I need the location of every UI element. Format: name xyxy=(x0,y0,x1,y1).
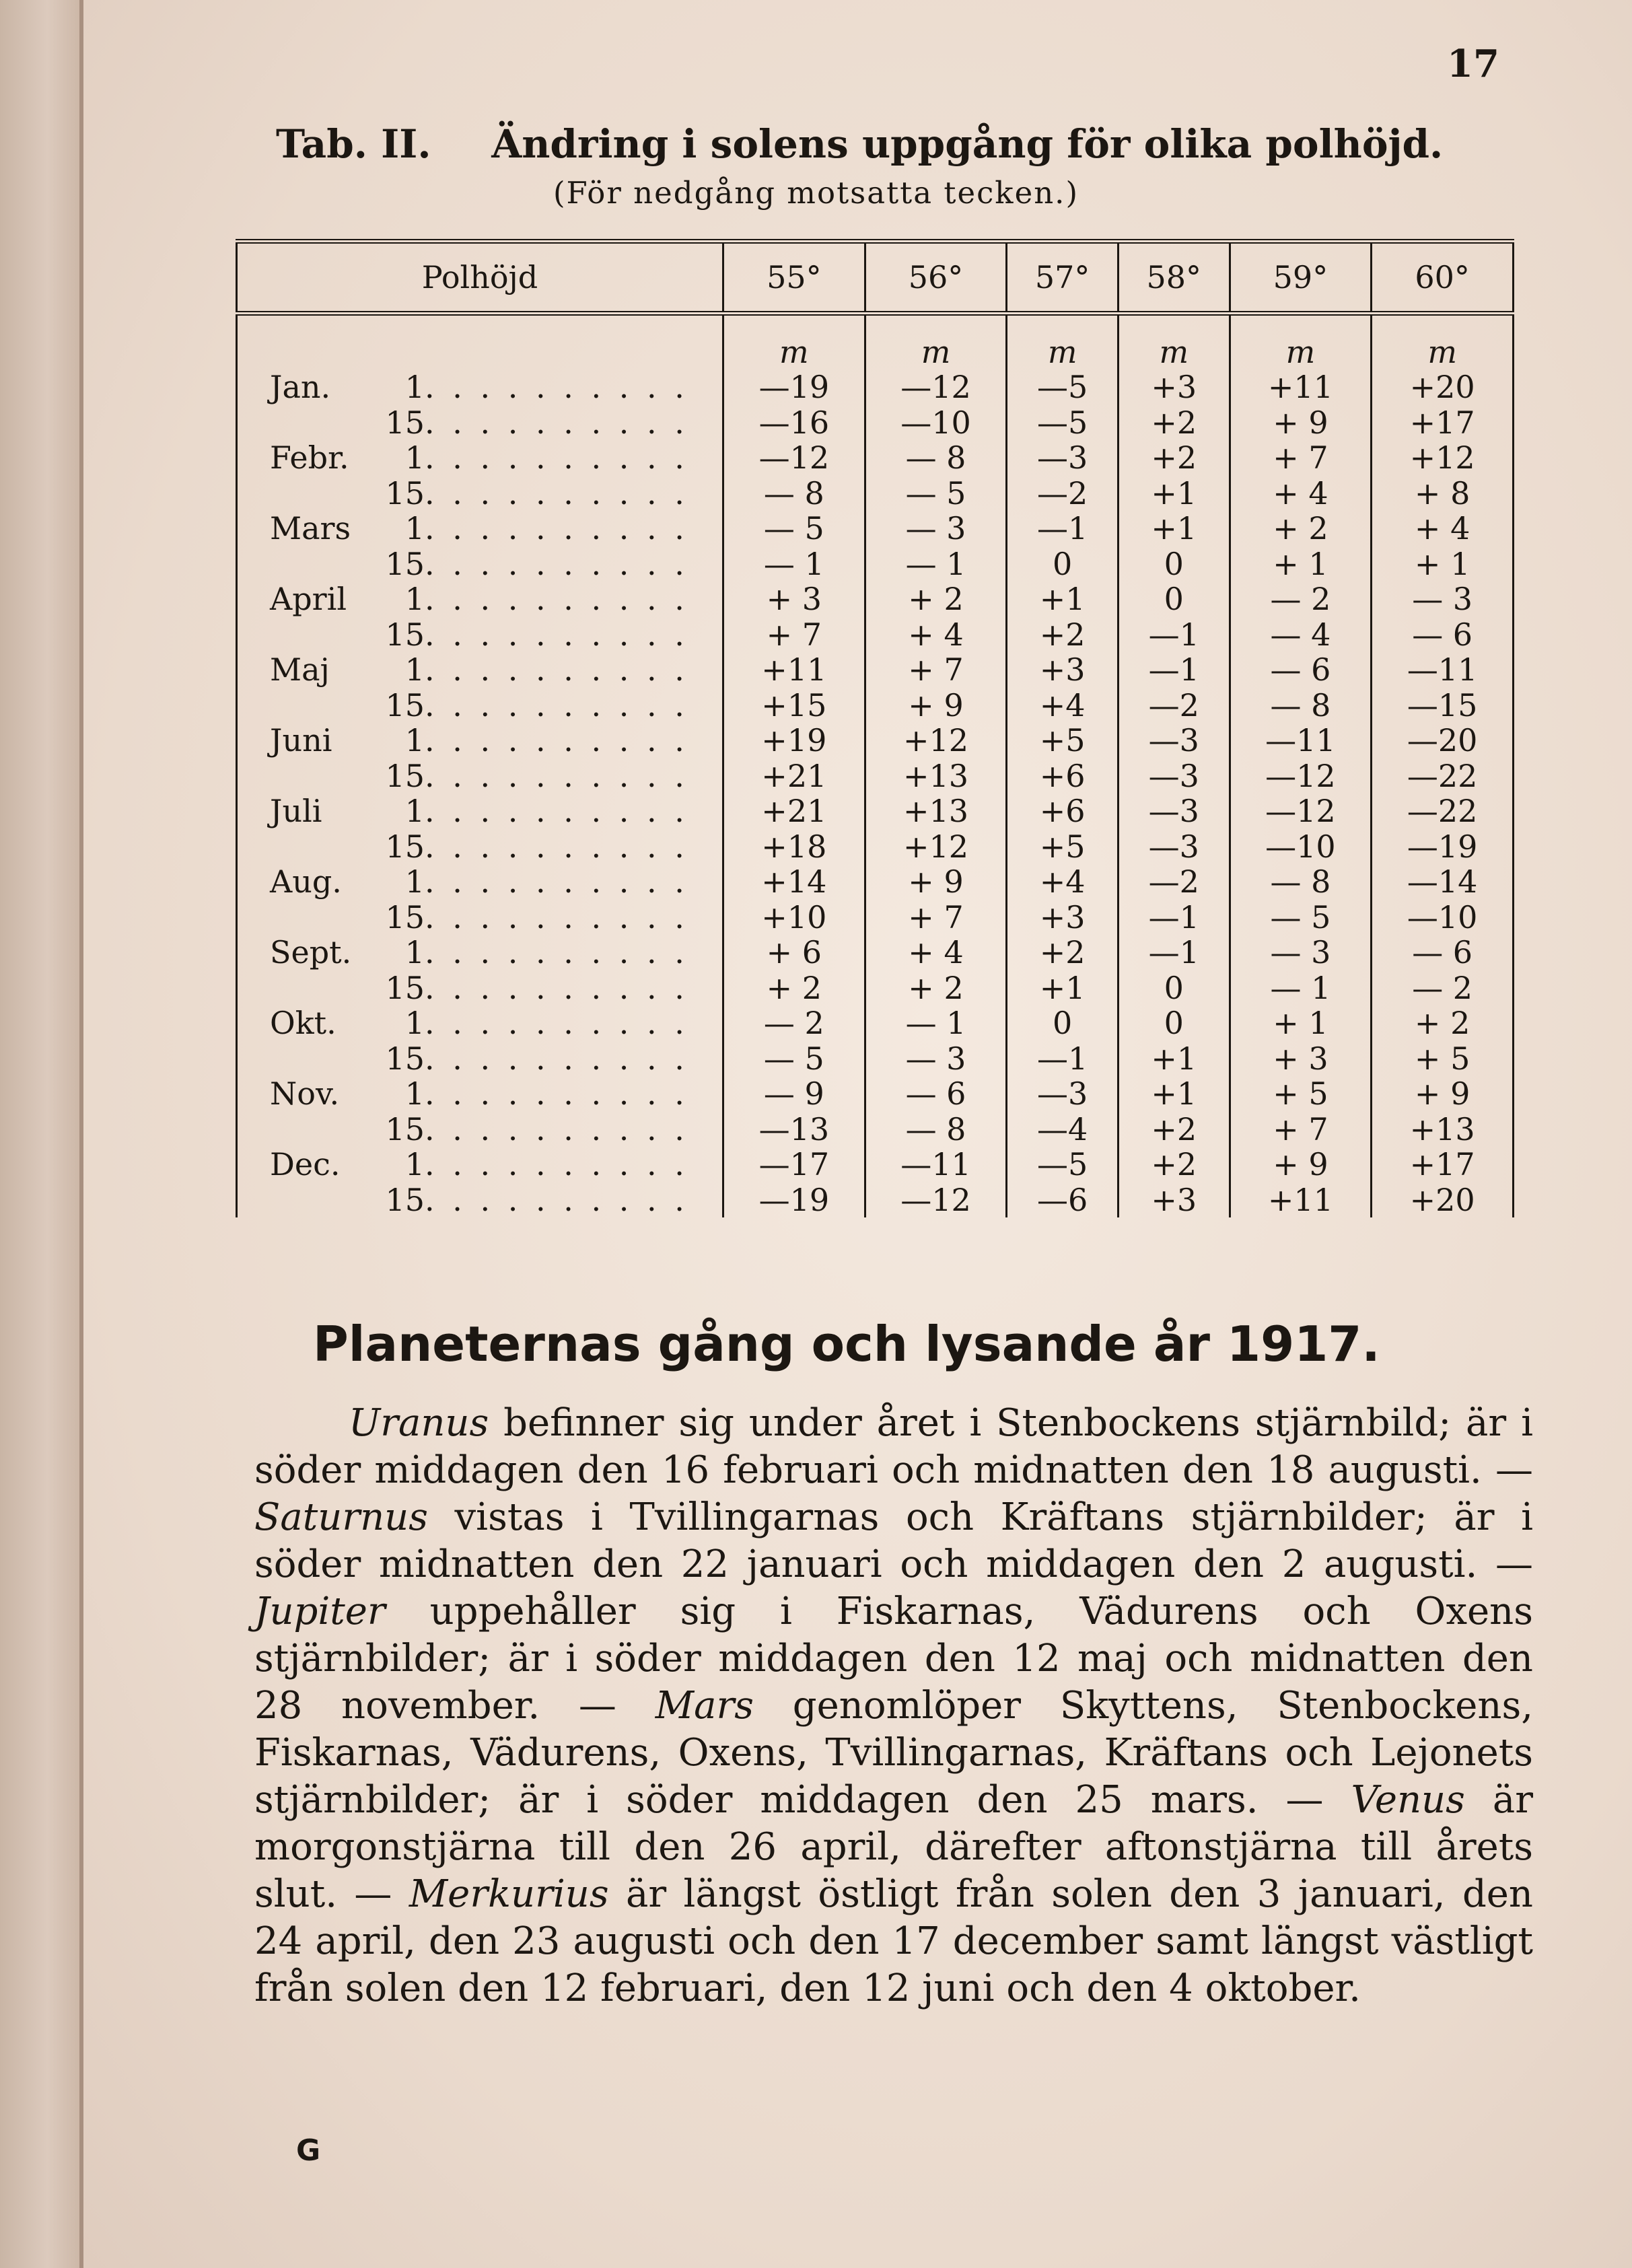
value-cell: + 2 xyxy=(1230,511,1372,546)
unit-cell: m xyxy=(1372,314,1514,370)
value-cell: + 2 xyxy=(865,970,1007,1006)
value-cell: 0 xyxy=(1118,581,1230,617)
value-cell: — 2 xyxy=(1230,581,1372,617)
value-cell: +1 xyxy=(1118,511,1230,546)
day-number: 1 xyxy=(404,1075,425,1112)
leader-dots: . . . . . . . . . . xyxy=(425,793,688,830)
value-cell: 0 xyxy=(1007,546,1119,582)
value-cell: +1 xyxy=(1007,970,1119,1006)
value-cell: + 2 xyxy=(723,970,865,1006)
table-row xyxy=(237,511,1514,546)
table-title-text: Ändring i solens uppgång för olika polhöjd. xyxy=(491,121,1444,167)
value-cell: +17 xyxy=(1372,405,1514,441)
leader-dots: . . . . . . . . . . xyxy=(425,1075,688,1112)
text-segment: är morgonstjärna till den 26 april, därefter aftonstjärna till årets slut. — xyxy=(254,1778,1533,1916)
value-cell: — 1 xyxy=(865,1005,1007,1041)
value-cell: + 8 xyxy=(1372,476,1514,511)
day-number: 15 xyxy=(385,757,425,794)
value-cell: — 2 xyxy=(723,1005,865,1041)
day-number: 1 xyxy=(404,722,425,759)
month-name: Mars xyxy=(270,510,351,547)
table-row xyxy=(237,970,1514,1006)
table-row xyxy=(237,1112,1514,1147)
value-cell: +1 xyxy=(1007,581,1119,617)
value-cell: — 5 xyxy=(723,1041,865,1077)
value-cell: +13 xyxy=(865,793,1007,829)
day-number: 15 xyxy=(385,898,425,935)
leader-dots: . . . . . . . . . . xyxy=(425,1110,688,1147)
date-label xyxy=(237,617,723,653)
table-body xyxy=(237,314,1514,1218)
value-cell: + 1 xyxy=(1230,546,1372,582)
value-cell: — 5 xyxy=(723,511,865,546)
value-cell: + 4 xyxy=(865,935,1007,970)
value-cell: — 5 xyxy=(865,476,1007,511)
value-cell: + 9 xyxy=(1230,1147,1372,1182)
value-cell: +5 xyxy=(1007,723,1119,758)
month-name: Aug. xyxy=(270,863,342,900)
value-cell: +20 xyxy=(1372,369,1514,405)
unit-cell: m xyxy=(1007,314,1119,370)
month-name: Nov. xyxy=(270,1075,340,1112)
leader-dots: . . . . . . . . . . xyxy=(425,722,688,759)
table-row xyxy=(237,617,1514,653)
value-cell: —10 xyxy=(865,405,1007,441)
value-cell: +18 xyxy=(723,829,865,865)
value-cell: + 7 xyxy=(865,652,1007,688)
date-label xyxy=(237,970,723,1006)
value-cell: —22 xyxy=(1372,758,1514,794)
value-cell: +11 xyxy=(1230,1182,1372,1218)
value-cell: — 8 xyxy=(865,440,1007,476)
value-cell: —12 xyxy=(865,369,1007,405)
day-number: 1 xyxy=(404,439,425,476)
leader-dots: . . . . . . . . . . xyxy=(425,898,688,935)
value-cell: —3 xyxy=(1118,758,1230,794)
date-label xyxy=(237,652,723,688)
value-cell: —17 xyxy=(723,1147,865,1182)
value-cell: —3 xyxy=(1118,829,1230,865)
leader-dots: . . . . . . . . . . xyxy=(425,545,688,582)
table-row xyxy=(237,688,1514,723)
value-cell: +3 xyxy=(1007,900,1119,935)
leader-dots: . . . . . . . . . . xyxy=(425,474,688,511)
date-label xyxy=(237,369,723,405)
value-cell: —12 xyxy=(865,1182,1007,1218)
value-cell: —11 xyxy=(865,1147,1007,1182)
value-cell: —2 xyxy=(1118,688,1230,723)
value-cell: — 1 xyxy=(723,546,865,582)
day-number: 1 xyxy=(404,934,425,971)
value-cell: + 1 xyxy=(1230,1005,1372,1041)
leader-dots: . . . . . . . . . . xyxy=(425,757,688,794)
value-cell: +11 xyxy=(1230,369,1372,405)
planet-name: Venus xyxy=(1351,1778,1465,1822)
value-cell: + 9 xyxy=(865,688,1007,723)
value-cell: — 6 xyxy=(1372,935,1514,970)
value-cell: + 4 xyxy=(1230,476,1372,511)
table-title xyxy=(276,121,1487,167)
value-cell: — 5 xyxy=(1230,900,1372,935)
value-cell: —20 xyxy=(1372,723,1514,758)
value-cell: + 9 xyxy=(1372,1076,1514,1112)
value-cell: —2 xyxy=(1118,864,1230,900)
leader-dots: . . . . . . . . . . xyxy=(425,686,688,723)
value-cell: —1 xyxy=(1007,511,1119,546)
leader-dots: . . . . . . . . . . xyxy=(425,404,688,441)
sunrise-change-table xyxy=(236,239,1514,1217)
value-cell: +3 xyxy=(1118,1182,1230,1218)
value-cell: +2 xyxy=(1118,440,1230,476)
date-label xyxy=(237,723,723,758)
value-cell: —1 xyxy=(1007,1041,1119,1077)
value-cell: —5 xyxy=(1007,405,1119,441)
value-cell: — 8 xyxy=(865,1112,1007,1147)
leader-dots: . . . . . . . . . . xyxy=(425,828,688,865)
value-cell: +1 xyxy=(1118,1076,1230,1112)
value-cell: — 8 xyxy=(1230,864,1372,900)
leader-dots: . . . . . . . . . . xyxy=(425,863,688,900)
value-cell: + 1 xyxy=(1372,546,1514,582)
value-cell: —3 xyxy=(1118,793,1230,829)
left-page-edge xyxy=(0,0,83,2268)
value-cell: —15 xyxy=(1372,688,1514,723)
value-cell: —5 xyxy=(1007,1147,1119,1182)
table-row xyxy=(237,900,1514,935)
planet-name: Mars xyxy=(655,1684,754,1728)
table-row xyxy=(237,1041,1514,1077)
value-cell: —11 xyxy=(1230,723,1372,758)
date-label xyxy=(237,758,723,794)
value-cell: +12 xyxy=(865,829,1007,865)
month-name: Dec. xyxy=(270,1146,341,1183)
planet-name: Jupiter xyxy=(254,1590,386,1633)
month-name: Maj xyxy=(270,651,330,688)
value-cell: — 3 xyxy=(1230,935,1372,970)
unit-cell xyxy=(237,314,723,370)
value-cell: +2 xyxy=(1007,935,1119,970)
value-cell: —1 xyxy=(1118,935,1230,970)
month-name: Jan. xyxy=(270,369,331,406)
date-label xyxy=(237,688,723,723)
date-label xyxy=(237,476,723,511)
value-cell: — 6 xyxy=(865,1076,1007,1112)
value-cell: — 3 xyxy=(865,1041,1007,1077)
date-label xyxy=(237,935,723,970)
leader-dots: . . . . . . . . . . xyxy=(425,616,688,653)
value-cell: + 9 xyxy=(865,864,1007,900)
header-58: 58° xyxy=(1118,242,1230,314)
value-cell: +2 xyxy=(1118,1112,1230,1147)
table-row xyxy=(237,405,1514,441)
day-number: 1 xyxy=(404,793,425,830)
value-cell: +6 xyxy=(1007,793,1119,829)
value-cell: +2 xyxy=(1007,617,1119,653)
leader-dots: . . . . . . . . . . xyxy=(425,369,688,406)
leader-dots: . . . . . . . . . . xyxy=(425,581,688,618)
section-heading: Planeternas gång och lysande år 1917. xyxy=(313,1316,1380,1372)
value-cell: + 7 xyxy=(1230,1112,1372,1147)
value-cell: —2 xyxy=(1007,476,1119,511)
table-row xyxy=(237,369,1514,405)
date-label xyxy=(237,546,723,582)
table-row xyxy=(237,440,1514,476)
leader-dots: . . . . . . . . . . xyxy=(425,651,688,688)
date-label xyxy=(237,581,723,617)
value-cell: +11 xyxy=(723,652,865,688)
value-cell: —11 xyxy=(1372,652,1514,688)
table-row xyxy=(237,935,1514,970)
value-cell: + 3 xyxy=(723,581,865,617)
value-cell: —12 xyxy=(1230,758,1372,794)
value-cell: — 6 xyxy=(1372,617,1514,653)
value-cell: + 4 xyxy=(1372,511,1514,546)
month-name: Febr. xyxy=(270,439,349,476)
value-cell: + 2 xyxy=(1372,1005,1514,1041)
table-row xyxy=(237,1182,1514,1218)
month-name: April xyxy=(270,581,347,618)
planet-name: Saturnus xyxy=(254,1495,428,1539)
value-cell: +21 xyxy=(723,793,865,829)
value-cell: +20 xyxy=(1372,1182,1514,1218)
value-cell: —13 xyxy=(723,1112,865,1147)
value-cell: +1 xyxy=(1118,1041,1230,1077)
signature-mark: G xyxy=(296,2133,321,2168)
day-number: 1 xyxy=(404,651,425,688)
day-number: 1 xyxy=(404,581,425,618)
planet-name: Merkurius xyxy=(409,1872,609,1916)
table-header-row xyxy=(237,242,1514,314)
date-label xyxy=(237,864,723,900)
date-label xyxy=(237,1076,723,1112)
unit-cell: m xyxy=(865,314,1007,370)
day-number: 15 xyxy=(385,474,425,511)
text-segment: uppehåller sig i Fiskarnas, Vädurens och Oxens stjärnbilder; är i söder middagen den 12 maj och midnatten den 28 november. — xyxy=(254,1590,1533,1728)
date-label xyxy=(237,1041,723,1077)
date-label xyxy=(237,900,723,935)
value-cell: +15 xyxy=(723,688,865,723)
date-label xyxy=(237,829,723,865)
value-cell: —1 xyxy=(1118,617,1230,653)
day-number: 15 xyxy=(385,969,425,1006)
value-cell: + 3 xyxy=(1230,1041,1372,1077)
value-cell: —3 xyxy=(1007,440,1119,476)
value-cell: —22 xyxy=(1372,793,1514,829)
leader-dots: . . . . . . . . . . xyxy=(425,1005,688,1042)
value-cell: —3 xyxy=(1118,723,1230,758)
value-cell: 0 xyxy=(1118,1005,1230,1041)
table-row xyxy=(237,1076,1514,1112)
date-label xyxy=(237,1147,723,1182)
header-57: 57° xyxy=(1007,242,1119,314)
value-cell: — 3 xyxy=(865,511,1007,546)
value-cell: —10 xyxy=(1372,900,1514,935)
value-cell: +10 xyxy=(723,900,865,935)
value-cell: —12 xyxy=(1230,793,1372,829)
month-name: Okt. xyxy=(270,1005,336,1042)
table-label: Tab. II. xyxy=(276,121,431,167)
value-cell: +13 xyxy=(865,758,1007,794)
value-cell: +13 xyxy=(1372,1112,1514,1147)
value-cell: — 9 xyxy=(723,1076,865,1112)
value-cell: +21 xyxy=(723,758,865,794)
value-cell: + 6 xyxy=(723,935,865,970)
value-cell: —6 xyxy=(1007,1182,1119,1218)
table-row xyxy=(237,1147,1514,1182)
day-number: 1 xyxy=(404,369,425,406)
table-row xyxy=(237,546,1514,582)
leader-dots: . . . . . . . . . . xyxy=(425,439,688,476)
value-cell: 0 xyxy=(1007,1005,1119,1041)
month-name: Juli xyxy=(270,793,322,830)
table-row xyxy=(237,476,1514,511)
value-cell: —4 xyxy=(1007,1112,1119,1147)
day-number: 15 xyxy=(385,1040,425,1077)
date-label xyxy=(237,1182,723,1218)
date-label xyxy=(237,1005,723,1041)
value-cell: —3 xyxy=(1007,1076,1119,1112)
value-cell: +12 xyxy=(1372,440,1514,476)
leader-dots: . . . . . . . . . . xyxy=(425,1146,688,1183)
value-cell: +14 xyxy=(723,864,865,900)
page-number: 17 xyxy=(1447,42,1499,86)
value-cell: +19 xyxy=(723,723,865,758)
value-cell: — 4 xyxy=(1230,617,1372,653)
date-label xyxy=(237,405,723,441)
date-label xyxy=(237,793,723,829)
day-number: 15 xyxy=(385,686,425,723)
planet-name: Uranus xyxy=(349,1401,489,1445)
table-row xyxy=(237,1005,1514,1041)
value-cell: —5 xyxy=(1007,369,1119,405)
header-55: 55° xyxy=(723,242,865,314)
table-row xyxy=(237,723,1514,758)
unit-cell: m xyxy=(1118,314,1230,370)
day-number: 15 xyxy=(385,616,425,653)
value-cell: + 5 xyxy=(1372,1041,1514,1077)
value-cell: —12 xyxy=(723,440,865,476)
value-cell: + 9 xyxy=(1230,405,1372,441)
value-cell: — 1 xyxy=(865,546,1007,582)
day-number: 1 xyxy=(404,510,425,547)
table-row xyxy=(237,758,1514,794)
header-59: 59° xyxy=(1230,242,1372,314)
unit-cell: m xyxy=(1230,314,1372,370)
body-paragraph xyxy=(254,1400,1533,2012)
value-cell: +5 xyxy=(1007,829,1119,865)
date-label xyxy=(237,511,723,546)
day-number: 15 xyxy=(385,1181,425,1218)
unit-row xyxy=(237,314,1514,370)
day-number: 1 xyxy=(404,1005,425,1042)
value-cell: —19 xyxy=(1372,829,1514,865)
text-segment: vistas i Tvillingarnas och Kräftans stjärnbilder; är i söder midnatten den 22 januari och middagen den 2 augusti. — xyxy=(254,1495,1533,1586)
value-cell: — 8 xyxy=(1230,688,1372,723)
date-label xyxy=(237,1112,723,1147)
value-cell: 0 xyxy=(1118,546,1230,582)
value-cell: +6 xyxy=(1007,758,1119,794)
header-60: 60° xyxy=(1372,242,1514,314)
day-number: 15 xyxy=(385,545,425,582)
value-cell: —1 xyxy=(1118,652,1230,688)
value-cell: +12 xyxy=(865,723,1007,758)
header-polhojd: Polhöjd xyxy=(237,242,723,314)
value-cell: +3 xyxy=(1007,652,1119,688)
month-name: Sept. xyxy=(270,934,352,971)
value-cell: 0 xyxy=(1118,970,1230,1006)
leader-dots: . . . . . . . . . . xyxy=(425,510,688,547)
value-cell: + 4 xyxy=(865,617,1007,653)
leader-dots: . . . . . . . . . . xyxy=(425,969,688,1006)
value-cell: +4 xyxy=(1007,864,1119,900)
table-row xyxy=(237,652,1514,688)
value-cell: — 1 xyxy=(1230,970,1372,1006)
value-cell: —1 xyxy=(1118,900,1230,935)
value-cell: +17 xyxy=(1372,1147,1514,1182)
leader-dots: . . . . . . . . . . xyxy=(425,1181,688,1218)
day-number: 15 xyxy=(385,404,425,441)
value-cell: —19 xyxy=(723,1182,865,1218)
value-cell: — 2 xyxy=(1372,970,1514,1006)
leader-dots: . . . . . . . . . . xyxy=(425,934,688,971)
value-cell: + 7 xyxy=(1230,440,1372,476)
table-row xyxy=(237,793,1514,829)
text-segment: befinner sig under året i Stenbockens stjärnbild; är i söder middagen den 16 februari och midnatten den 18 augusti. — xyxy=(254,1401,1533,1492)
value-cell: + 5 xyxy=(1230,1076,1372,1112)
value-cell: — 3 xyxy=(1372,581,1514,617)
date-label xyxy=(237,440,723,476)
value-cell: +1 xyxy=(1118,476,1230,511)
value-cell: — 6 xyxy=(1230,652,1372,688)
table-row xyxy=(237,864,1514,900)
table-subtitle: (För nedgång motsatta tecken.) xyxy=(553,175,1079,211)
value-cell: —10 xyxy=(1230,829,1372,865)
value-cell: —14 xyxy=(1372,864,1514,900)
value-cell: +2 xyxy=(1118,405,1230,441)
value-cell: + 7 xyxy=(723,617,865,653)
value-cell: + 7 xyxy=(865,900,1007,935)
day-number: 15 xyxy=(385,1110,425,1147)
header-56: 56° xyxy=(865,242,1007,314)
value-cell: —16 xyxy=(723,405,865,441)
day-number: 1 xyxy=(404,863,425,900)
table-row xyxy=(237,829,1514,865)
table-row xyxy=(237,581,1514,617)
text-segment: är längst östligt från solen den 3 januari, den 24 april, den 23 augusti och den 17 december samt längst västligt från solen den 12 februari, den 12 juni och den 4 oktober. xyxy=(254,1872,1534,2010)
value-cell: — 8 xyxy=(723,476,865,511)
day-number: 1 xyxy=(404,1146,425,1183)
value-cell: + 2 xyxy=(865,581,1007,617)
month-name: Juni xyxy=(270,722,332,759)
value-cell: +4 xyxy=(1007,688,1119,723)
value-cell: +2 xyxy=(1118,1147,1230,1182)
value-cell: —19 xyxy=(723,369,865,405)
value-cell: +3 xyxy=(1118,369,1230,405)
unit-cell: m xyxy=(723,314,865,370)
body-text xyxy=(254,1400,1533,2012)
text-segment: genomlöper Skyttens, Stenbockens, Fiskarnas, Vädurens, Oxens, Tvillingarnas, Kräftans och Lejonets stjärnbilder; är i söder middagen den 25 mars. — xyxy=(254,1684,1533,1822)
leader-dots: . . . . . . . . . . xyxy=(425,1040,688,1077)
day-number: 15 xyxy=(385,828,425,865)
